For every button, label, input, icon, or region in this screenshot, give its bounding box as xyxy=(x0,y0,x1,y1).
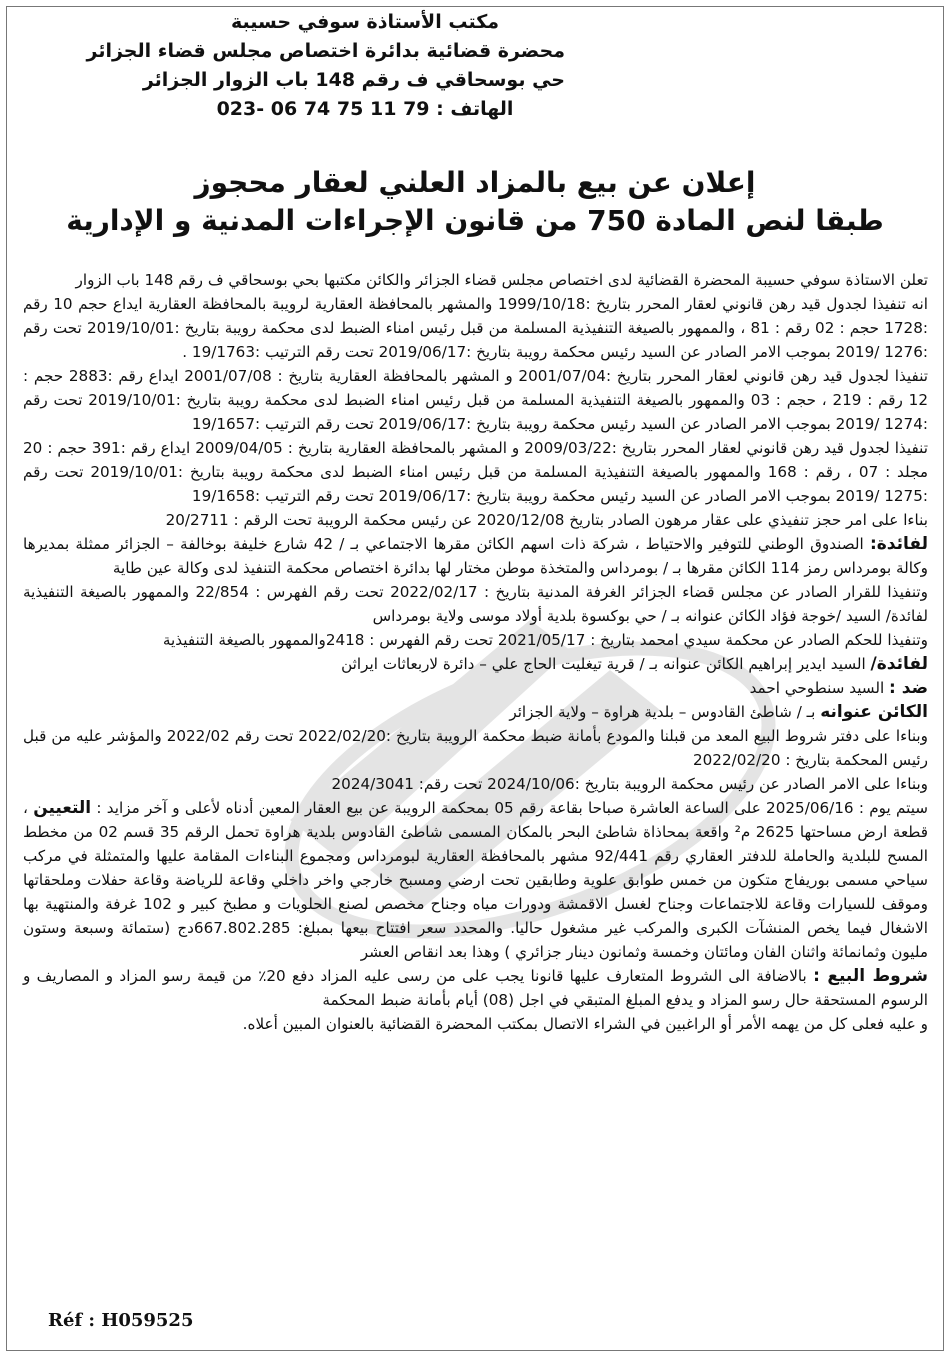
notice-body xyxy=(23,268,928,1036)
title-line-2: طبقا لنص المادة 750 من قانون الإجراءات المدنية و الإدارية xyxy=(66,204,884,237)
sale-date-text: سيتم يوم : 2025/06/16 على الساعة العاشرة صباحا بقاعة رقم 05 بمحكمة الرويبة عن بيع العقار المعين أدناه لأعلى و آخر مزايد : xyxy=(91,799,929,817)
sale-details-paragraph xyxy=(23,796,928,964)
office-phone: الهاتف : 79 11 75 74 06 -023 xyxy=(216,98,514,120)
intro-paragraph: تعلن الاستاذة سوفي حسيبة المحضرة القضائية لدى اختصاص مجلس قضاء الجزائر والكائن مكتبها بحي بوسحاقي ف رقم 148 باب الزوار xyxy=(75,271,928,289)
office-jurisdiction: محضرة قضائية بدائرة اختصاص مجلس قضاء الجزائر xyxy=(86,40,565,62)
title-line-1: إعلان عن بيع بالمزاد العلني لعقار محجوز xyxy=(194,166,756,199)
sale-conditions-paragraph xyxy=(23,964,928,1012)
office-address: حي بوسحاقي ف رقم 148 باب الزوار الجزائر xyxy=(142,69,565,91)
against-label: ضد : xyxy=(889,678,928,698)
judgment-paragraph: وتنفيذا للحكم الصادر عن محكمة سيدي امحمد بتاريخ : 2021/05/17 تحت رقم الفهرس : 2418والممهور بالصيغة التنفيذية xyxy=(162,631,928,649)
designation-text: ، قطعة ارض مساحتها 2625 م² واقعة بمحاذاة شاطئ البحر بالمكان المسمى شاطئ القادوس بلدية هراوة تحمل الرقم 35 قسم 02 من مخطط المسح للبلدية والحاملة للدفتر العقاري رقم 92/441 مشهر بالمحافظة العقارية لبومرداس ومجموع البناءات المقامة عليها والمتمثلة في مركب سياحي مسمى بوريفاج متكون من خمس طوابق علوية وطابقين تحت ارضي ومسبح خارجي واخر داخلي وقاعة للرياضة وقاعة حفلات وملحقاتها وموقف للسيارات وقاعة للاجتماعات وجناح لغسل الاقمشة ودورات مياه وجناح مخصص لصنع الحلويات و مطبخ كبير و 102 غرفة والمنتهية بها الاشغال فيما يخص المنشآت الكبرى والمركب غير مشغول حاليا. والمحدد سعر افتتاح بيعها بمبلغ: 667.802.285دج (ستمائة وسبعة وستون مليون وثمانمائة واثنان الفان ومائتان وخمسة وثمانون دينار جزائري ) وهذا بعد انقاص العشر xyxy=(23,799,928,961)
office-header xyxy=(86,8,565,124)
designation-label: التعيين xyxy=(33,798,92,818)
beneficiary-2-label: لفائدة/ xyxy=(870,654,928,674)
reference-number: Réf : H059525 xyxy=(48,1310,194,1331)
sale-conditions-label: شروط البيع : xyxy=(813,966,928,986)
president-order-paragraph: وبناءا على الامر الصادر عن رئيس محكمة الرويبة بتاريخ :2024/10/06 تحت رقم: 2024/3041 xyxy=(331,775,928,793)
beneficiary-2-paragraph xyxy=(23,652,928,676)
mortgage-paragraph-3: تنفيذا لجدول قيد رهن قانوني لعقار المحرر بتاريخ :2009/03/22 و المشهر بالمحافظة العقارية بتاريخ : 2009/04/05 ايداع رقم :391 حجم : 20 مجلد : 07 ، رقم : 168 والممهور بالصيغة التنفيذية المسلمة من قبل رئيس امناء الضبط لدى محكمة رويبة بتاريخ :2019/10/01 تحت رقم :1275 /2019 بموجب الامر الصادر عن السيد رئيس محكمة رويبة بتاريخ :2019/06/17 تحت رقم الترتيب :19/1658 xyxy=(23,439,928,505)
against-text: السيد سنطوحي احمد xyxy=(749,679,890,697)
address-label: الكائن عنوانه xyxy=(820,702,928,722)
conditions-deposit-paragraph: وبناءا على دفتر شروط البيع المعد من قبلنا والمودع بأمانة ضبط محكمة الرويبة بتاريخ :2022/02/20 تحت رقم 2022/02 والمؤشر عليه من قبل رئيس المحكمة بتاريخ : 2022/02/20 xyxy=(23,727,928,769)
address-text: بـ / شاطئ القادوس – بلدية هراوة – ولاية الجزائر xyxy=(509,703,821,721)
beneficiary-label: لفائدة: xyxy=(869,534,928,554)
closing-paragraph: و عليه فعلى كل من يهمه الأمر أو الراغبين في الشراء الاتصال بمكتب المحضرة القضائية بالعنوان المبين أعلاه. xyxy=(242,1015,928,1033)
address-paragraph xyxy=(23,700,928,724)
sale-conditions-text: بالاضافة الى الشروط المتعارف عليها قانونا يجب على من رسى عليه المزاد دفع 20٪ من قيمة رسو المزاد و المصاريف و الرسوم المستحقة حال رسو المزاد و يدفع المبلغ المتبقي في اجل (08) أيام بأمانة ضبط المحكمة xyxy=(23,967,928,1009)
notice-title xyxy=(0,164,950,240)
beneficiary-text: الصندوق الوطني للتوفير والاحتياط ، شركة ذات اسهم الكائن مقرها الاجتماعي بـ / 42 شارع خليفة بوخالفة – الجزائر ممثلة بمديرها وكالة بومرداس رمز 114 الكائن مقرها بـ / بومرداس والمتخذة موطن مختار لها بدائرة اختصاص محكمة التنفيذ لدى وكالة عين طاية xyxy=(23,535,928,577)
mortgage-paragraph-1: انه تنفيذا لجدول قيد رهن قانوني لعقار المحرر بتاريخ :1999/10/18 والمشهر بالمحافظة العقارية لرويبة بالمحافظة العقارية ايداع حجم 10 رقم :1728 حجم : 02 رقم : 81 ، والممهور بالصيغة التنفيذية المسلمة من قبل رئيس امناء الضبط لدى محكمة رويبة بتاريخ :2019/10/01 تحت رقم :1276 /2019 بموجب الامر الصادر عن السيد رئيس محكمة رويبة بتاريخ :2019/06/17 تحت رقم الترتيب :19/1763 . xyxy=(23,295,929,361)
against-paragraph xyxy=(23,676,928,700)
office-name: مكتب الأستاذة سوفي حسيبة xyxy=(230,11,500,33)
mortgage-paragraph-2: تنفيذا لجدول قيد رهن قانوني لعقار المحرر بتاريخ :2001/07/04 و المشهر بالمحافظة العقارية بتاريخ : 2001/07/08 ايداع رقم :2883 حجم : 12 رقم : 219 ، حجم : 03 والممهور بالصيغة التنفيذية المسلمة من قبل رئيس امناء الضبط لدى محكمة رويبة بتاريخ :2019/10/01 تحت رقم :1274 /2019 بموجب الامر الصادر عن السيد رئيس محكمة رويبة بتاريخ :2019/06/17 تحت رقم الترتيب :19/1657 xyxy=(23,367,929,433)
court-decision-paragraph: وتنفيذا للقرار الصادر عن مجلس قضاء الجزائر الغرفة المدنية بتاريخ : 2022/02/17 تحت رقم الفهرس : 22/854 والممهور بالصيغة التنفيذية لفائدة/ السيد /خوجة فؤاد الكائن عنوانه بـ / حي بوكسوة بلدية أولاد موسى ولاية بومرداس xyxy=(23,583,928,625)
beneficiary-2-text: السيد ايدير إبراهيم الكائن عنوانه بـ / قرية تيغليت الحاج علي – دائرة لاربعاثات ايراثن xyxy=(341,655,871,673)
seizure-order-paragraph: بناءا على امر حجز تنفيذي على عقار مرهون الصادر بتاريخ 2020/12/08 عن رئيس محكمة الرويبة تحت الرقم : 20/2711 xyxy=(165,511,928,529)
beneficiary-paragraph xyxy=(23,532,928,580)
